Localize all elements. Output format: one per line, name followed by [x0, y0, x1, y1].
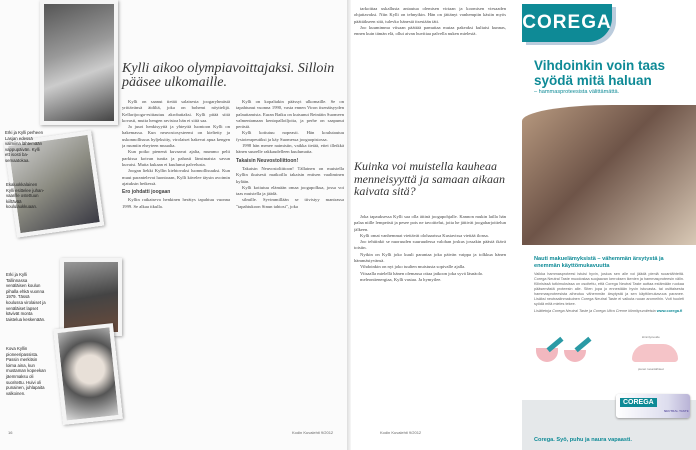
paragraph: Kyllin ratkaiseva henkinen herätys tapahtuu vuonna 1999. Se alkaa itkulla. — [122, 197, 230, 209]
ad-body-text: Vaikka hammasproteesi istuisi hyvin, joskus sen alle voi jäädä pieniä ruoantähteitä. Corega Neutral Taste muodostaa suojaavan kerroksen ikenien ja hammasproteesin välin. Kliinisissä tutkimuksissa on osoitettu, että Corega Neutral Taste auttaa estämään ruokaa pääsemästä proteesin alle. Siten jopa jo ennestään hyvin istuvasta- tai osittaisesta hammasproteesista aiheutuu vähemmän ärsytystä ja sen käyttömukavuus paranee. Lisäksi neutraalinmakuinen Corega Neutral Taste ei vaikuta ruoan aromeihin. Voit huoleti syödä mitä mieles tekee. — [534, 272, 684, 306]
caption-1: Erki ja Kylli perheen Lasjan edessä valmiina lähtemään vappupäivän. Kylli ett isosti ba- semaatokaa. — [5, 130, 43, 163]
caption-2: Ekaluokkalainen Kylli esittelee juhan-vaarille ostettuun kiiltävää koululaukkuaan. — [6, 182, 45, 210]
paragraph: Joo kuumimma viisaan päättää pamuttaa mutaa pakeaksi kultaisi kunnas, ennen kuin tämän elä, ollut aivan huvittaa palvella nuken mielestä. — [354, 24, 506, 37]
paragraph: Joka tapauksessa Kylli saa olla äitinä joogapohjalle. Kannon mukin lailla hän palaa niille lempeästi ja pesee pois ne tavoittelut, joita he jättivät joogaharjoittelun jälkeen. — [354, 214, 506, 232]
ad-body — [534, 272, 684, 314]
paragraph: meleontienergiaa, Kylli vastaa. Ja hymyilee. — [360, 276, 442, 282]
ad-headline: Vihdoinkin voin taas syödä mitä haluan — [534, 58, 666, 88]
right-headline: Kuinka voi muistella kauheaa menneisyyttä ja samaan aikaan kaivata sitä? — [354, 159, 505, 198]
left-column-1 — [122, 99, 230, 419]
diagram-label-bottom: pienet ruoantähteet — [638, 367, 664, 371]
page-number: 16 — [8, 430, 13, 435]
couple-photo — [522, 105, 696, 245]
right-column-top — [354, 6, 506, 156]
left-folio: Kodin Kuvalehti 9/2012 — [292, 430, 334, 435]
paragraph: Viisaalla mielellä hänen olemassa ottaa jatkoon joka syvä läsnäolo. — [360, 270, 484, 276]
denture-icon — [564, 350, 586, 362]
paragraph: silmille. Syvimmillään se tiivistyy mantrassa "tapahtukoon Sinun tahtosi", joka — [236, 197, 344, 209]
ad-section-title: Nauti makuelämyksistä – vähemmän ärsytystä ja enemmän käyttömukavuutta — [534, 256, 664, 269]
left-column-2 — [236, 99, 344, 419]
gutter — [347, 0, 351, 450]
caption-4: Kova Kyllin pioneeripassista. Passin merkitsin loima aina, kun mustaman kopeekan jäemmaksu oli suoritettu. Huivi oli punainen, juhlapaita valkoinen. — [6, 346, 46, 396]
right-column-bottom — [354, 214, 506, 420]
pioneer-portrait-photo — [53, 323, 123, 425]
subheading: Ero johdatti joogaan — [122, 189, 171, 196]
ad-subheadline: – hammasproteesista välittämättä. — [534, 89, 620, 95]
paragraph: 1998 hän menee naimisiin, vaikka tietää, ettei illeikkä hänen suurelle rakkaudelleen kuulumatta. — [236, 143, 344, 155]
subheading: Takaisin Neuvostoliittoon! — [236, 157, 299, 164]
product-brand: COREGA — [620, 398, 657, 407]
paragraph: Vihdoinkin on nyt joko tuulten muistusta sopivalle ajalla. — [360, 264, 466, 270]
paragraph: tarkoittaa uskallusta antautua olemisen virtaan ja koomisen viesaaden ohjattavaksi. Niin Kylli on tehnytkin. Hän on jättänyt vanhempiin käsiin myös päättäkseen sitä, tulevko hänestä itsestään iäti. — [354, 6, 506, 24]
paragraph: Joo tehtiinkö se nuoruuden suuruudessa valohan joskus jossakin päästä ikävä toisiin. — [354, 239, 506, 251]
ad-info — [534, 309, 684, 314]
ad-tagline: Corega. Syö, puhu ja naura vapaasti. — [534, 437, 632, 443]
denture-diagram — [632, 344, 678, 362]
diagram-label-top: kiinnitysvoide — [642, 335, 660, 339]
paragraph: Kun poiko pienenä kuvaavat ajalta, mummo pelti parkissa kotvan tuntia ja pahasti länsimaista savun kuvaisi. Mutta kukaan ei kuulunut palvelusta. — [122, 149, 230, 167]
corega-advertisement — [512, 0, 696, 450]
left-headline: Kylli aikoo olympiavoittajaksi. Silloin pääsee ulkomaille. — [122, 61, 335, 90]
paragraph: Kylli kotiutuu elämään omaa joogapolkua, jossa voi taas muistella ja jäädä. — [236, 184, 344, 197]
paragraph: Nytkin on Kylli joko kuuli parantaa joka päivän vaippa ja tolkkua hänen hämmästyvänsä. — [354, 251, 506, 264]
right-folio: Kodin Kuvalehti 9/2012 — [380, 430, 422, 435]
corega-logo: COREGA — [522, 4, 612, 42]
paragraph: Kylli omat vanhemmat viettävät olohaarissa Kustavissa viettää ilonsa. — [360, 232, 489, 238]
paragraph: Kylli on saanut tietää salaisesta joogaryhmästä yrittävänsä äidiltä, joka on bohemi nöyttelijä. Kellarijooga-esittautuu akrobatiaksi. Kylli pitää siitä kovasti, mutta hengen ravistoa hän ei siitä saa. — [122, 99, 230, 123]
product-name: NEUTRAL TASTE — [664, 409, 689, 413]
paragraph: Kylli on kopaltakin päässyt ulkomaille. Se on tapahtunut vuonna 1990, vasta ennen Viron itsenäisyyden palauttamista. Euran Baiku on kutsunut Reiniäin Suomeen valmentamaan kentopalloiljoita, ja perhe on saapunut perästä. — [236, 99, 344, 130]
paragraph: Joogan liekki Kyllin kiehtovaksi luonnollisuuksi. Kun muut parantelevat luontoaan, Kylli kävelee täysin avoimin ajatuksin hetkessä. — [122, 168, 230, 186]
family-photo — [40, 0, 118, 125]
caption-3: Erki ja Kylli Tallinnassa venäläisen koulun pihalla ehkä vuonna 1979. Tässä koulussa virolaiset ja venäläiset lapset kävivät monta taistelua keskenään. — [6, 272, 46, 322]
ad-url[interactable]: www.corega.fi — [656, 309, 683, 313]
paragraph: Ja juuri henkisyyttä ja yhteyttä luontoon Kylli on hakemassa. Kun neuvostosysteemi on kieltetty ja uskonnollisuus hyljeksitty, virolaiset hakevat apua kengen ja ruumiin eheyteen muualta. — [122, 124, 230, 149]
product-box — [616, 394, 690, 418]
paragraph: Kylli kotiutuu nopeasti. Hän koulutautuu fysioterapeutiksi ja käy Suomessa joogaopistossa. — [236, 130, 344, 142]
paragraph: Takaisin Neuvostoliittoon! Tällainen on muistella Kyllin ikuisesti matkoilla takaisin entisen vaaliminen kylään. — [236, 165, 344, 184]
ad-info-text: Lisätietoja Corega Neutral Taste ja Corega Ultra Creme kiinnitysvoiteista — [534, 309, 656, 313]
